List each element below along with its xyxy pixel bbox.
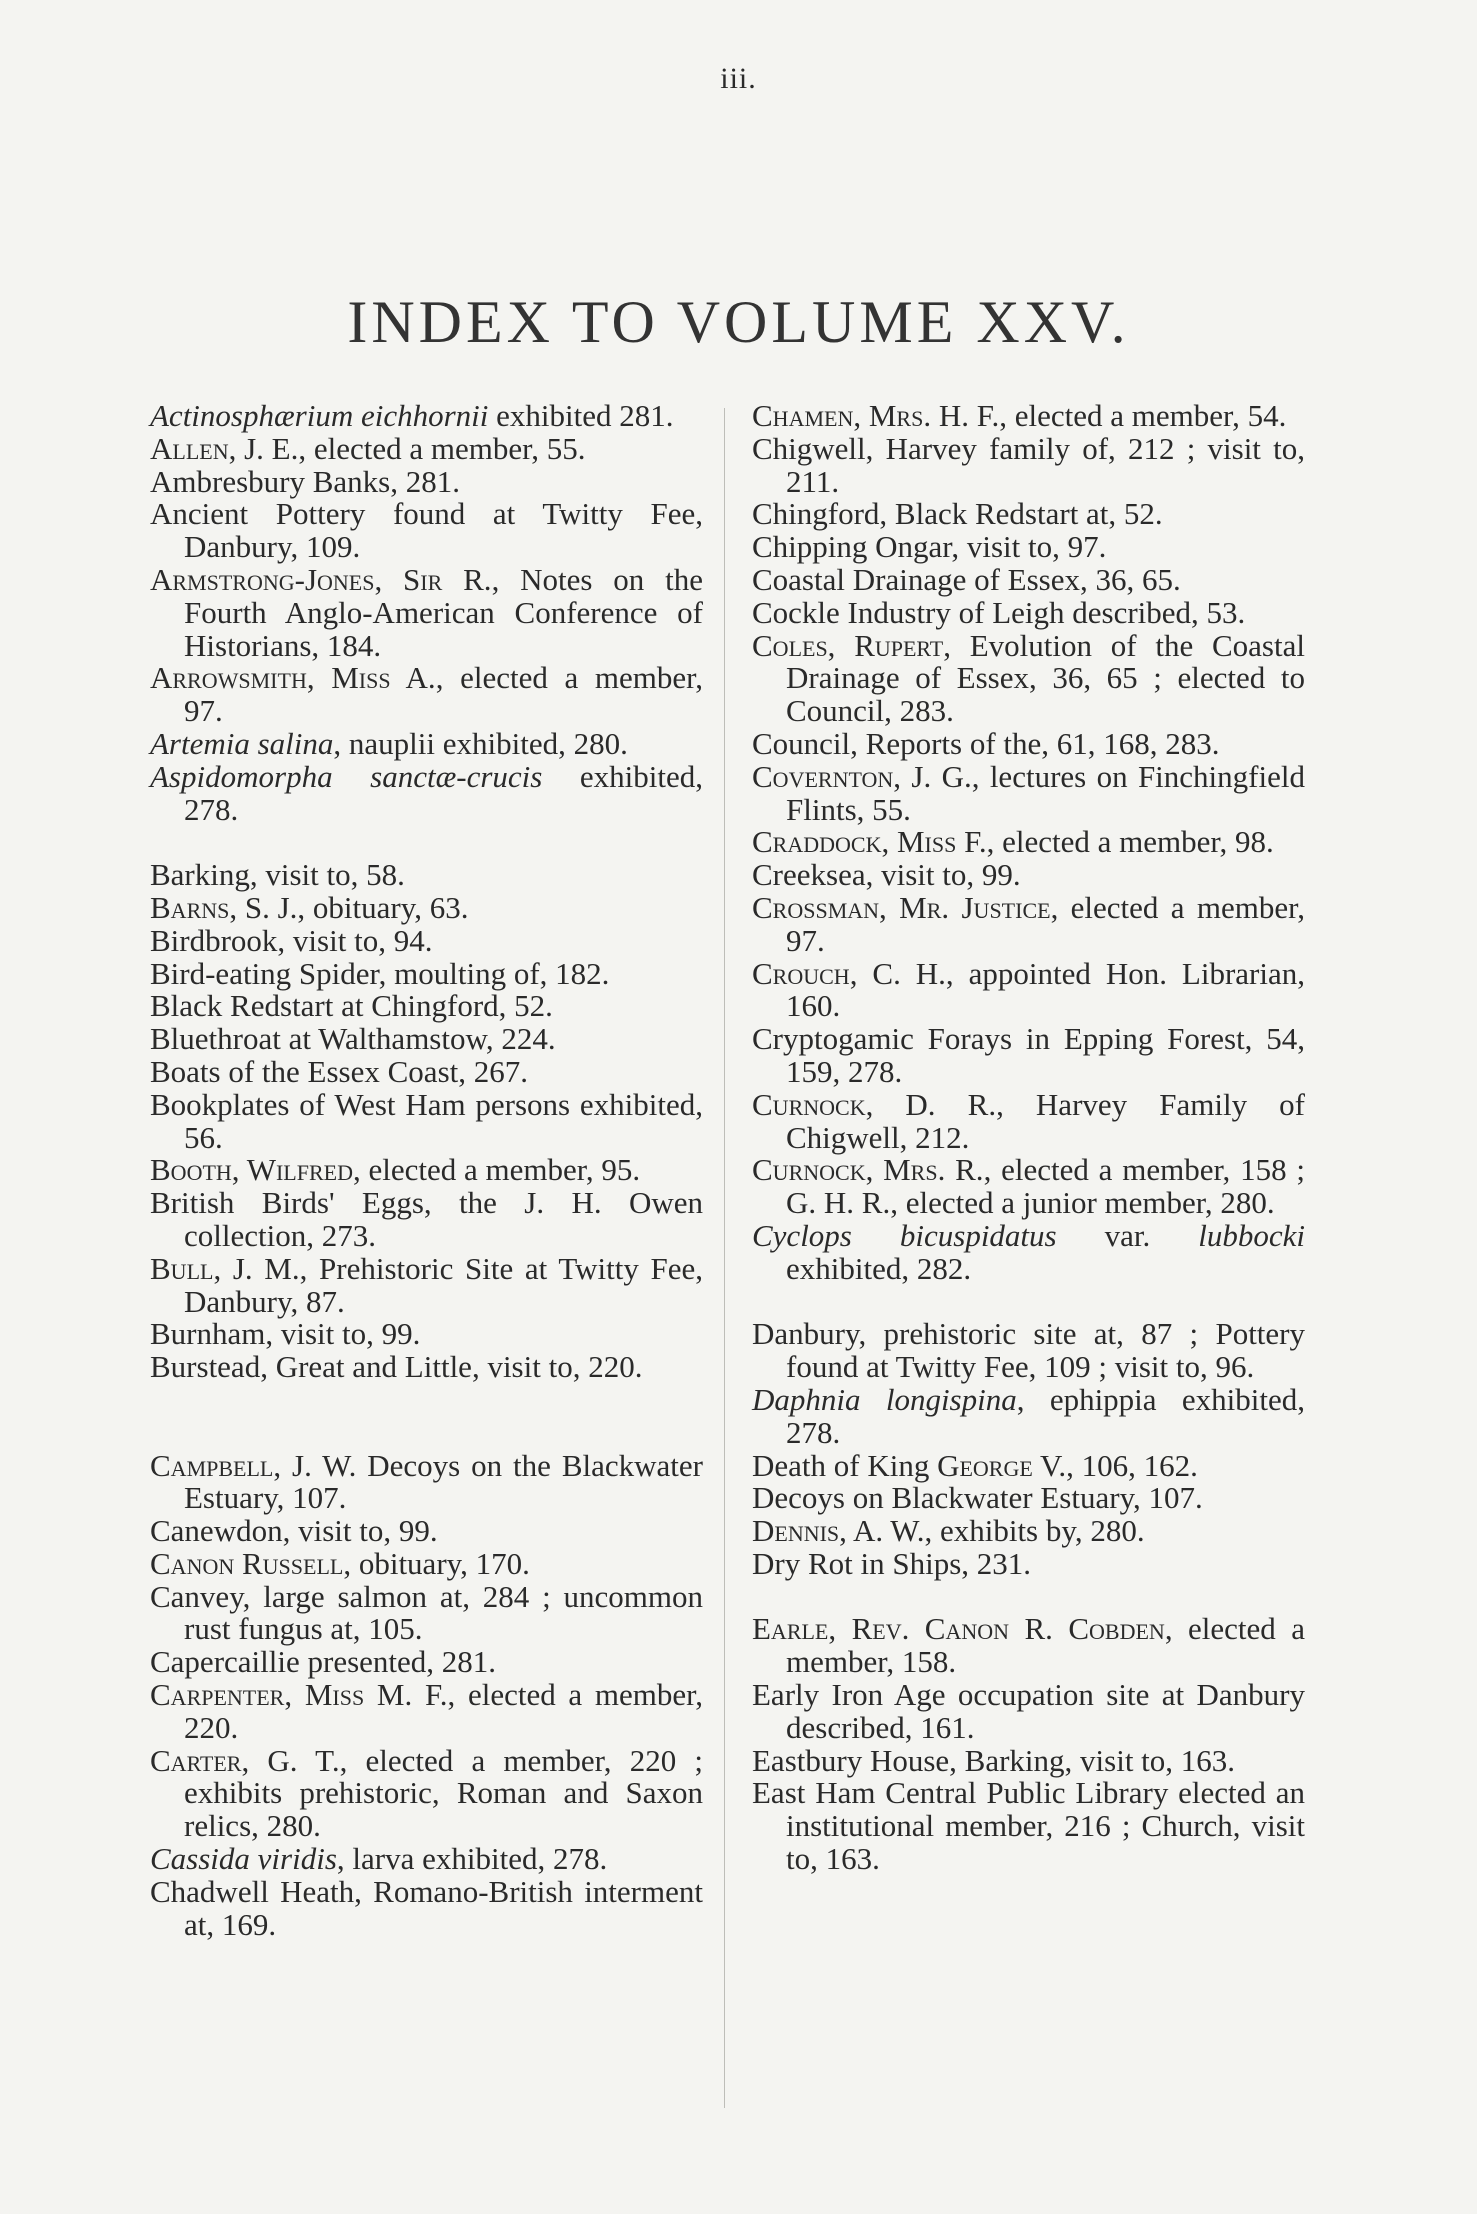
entry-name: Craddock, Miss F. xyxy=(752,824,987,860)
entry-text: Council, Reports of the, 61, 168, 283. xyxy=(752,725,1220,761)
entry-name: Canon Russell xyxy=(150,1545,344,1581)
entry-name: Earle, Rev. Canon R. Cobden xyxy=(752,1611,1165,1647)
entry-name: Carter, G. T. xyxy=(150,1742,340,1778)
index-entry xyxy=(150,889,703,925)
index-entry xyxy=(150,955,703,991)
entry-species: Daphnia longispina xyxy=(752,1381,1017,1417)
index-entry xyxy=(752,531,1305,564)
index-entry xyxy=(150,463,703,499)
entry-text: exhibited, 278. xyxy=(184,758,703,827)
entry-text: Black Redstart at Chingford, 52. xyxy=(150,988,553,1024)
index-entry xyxy=(752,1482,1305,1515)
entry-text: , obituary, 170. xyxy=(343,1545,530,1581)
entry-text: Eastbury House, Barking, visit to, 163. xyxy=(752,1742,1236,1778)
entry-name: Crouch, C. H. xyxy=(752,955,946,991)
entry-text: Birdbrook, visit to, 94. xyxy=(150,922,433,958)
index-entry xyxy=(150,758,703,827)
entry-name: Barns, S. J. xyxy=(150,889,298,925)
entry-text: , obituary, 63. xyxy=(297,889,469,925)
entry-text: Danbury, prehistoric site at, 87 ; Pottery found at Twitty Fee, 109 ; visit to, 96. xyxy=(752,1316,1305,1385)
entry-text: Cryptogamic Forays in Epping Forest, 54, 159, 278. xyxy=(752,1021,1305,1089)
entry-text: Canewdon, visit to, 99. xyxy=(150,1513,438,1549)
index-entry xyxy=(752,725,1305,761)
index-entry xyxy=(150,1086,703,1155)
entry-species: Actinosphærium eichhornii xyxy=(150,398,489,433)
index-column-right xyxy=(752,400,1305,1876)
entry-name: Carpenter, Miss M. F. xyxy=(150,1677,448,1713)
entry-text: Chipping Ongar, visit to, 97. xyxy=(752,529,1107,565)
index-entry xyxy=(150,922,703,958)
entry-species: Cyclops bicuspidatus xyxy=(752,1217,1057,1253)
entry-text: , elected a member, 158 ; G. H. R., elected a junior member, 280. xyxy=(786,1152,1305,1221)
index-entry xyxy=(150,430,703,466)
index-entry xyxy=(150,1873,703,1942)
index-entry xyxy=(752,758,1305,827)
index-entry xyxy=(752,1777,1305,1875)
index-entry xyxy=(150,1154,703,1187)
index-entry xyxy=(752,430,1305,499)
index-entry xyxy=(752,1154,1305,1220)
index-entry xyxy=(752,826,1305,859)
entry-text: exhibited, 282. xyxy=(786,1250,972,1286)
entry-text: Death of King xyxy=(752,1447,938,1483)
entry-text: , elected a member, 55. xyxy=(298,430,586,466)
index-entry xyxy=(752,561,1305,597)
entry-text: , elected a member, 97. xyxy=(786,889,1305,958)
entry-text: , elected a member, 98. xyxy=(986,824,1274,860)
entry-name: Dennis, A. W. xyxy=(752,1513,925,1549)
index-entry xyxy=(150,1023,703,1056)
entry-name: Covernton, J. G. xyxy=(752,758,972,794)
entry-text: , Evolution of the Coastal Drainage of Essex, 36, 65 ; elected to Council, 283. xyxy=(786,627,1305,729)
entry-text: Chingford, Black Redstart at, 52. xyxy=(752,496,1163,532)
index-entry xyxy=(150,990,703,1023)
index-entry xyxy=(752,1613,1305,1679)
index-entry xyxy=(150,1318,703,1351)
index-entry xyxy=(752,400,1305,433)
entry-text: , nauplii exhibited, 280. xyxy=(333,725,628,761)
entry-text: Barking, visit to, 58. xyxy=(150,857,405,893)
entry-species: lubbocki xyxy=(1198,1217,1305,1253)
index-entry xyxy=(150,561,704,663)
entry-text: , elected a member, 220 ; exhibits prehistoric, Roman and Saxon relics, 280. xyxy=(184,1742,703,1844)
entry-name: Crossman, Mr. Justice xyxy=(752,889,1051,925)
section-gap xyxy=(150,1384,703,1450)
index-entry xyxy=(150,725,703,761)
index-entry xyxy=(752,1318,1305,1384)
entry-name: Booth, Wilfred xyxy=(150,1152,353,1188)
entry-name: Bull, J. M. xyxy=(150,1250,300,1286)
entry-text: Dry Rot in Ships, 231. xyxy=(752,1545,1032,1581)
entry-name: Allen, J. E. xyxy=(150,430,299,466)
section-gap xyxy=(752,1581,1305,1614)
entry-text: , elected a member, 220. xyxy=(184,1677,703,1745)
index-column-left xyxy=(150,400,703,1941)
entry-text: Creeksea, visit to, 99. xyxy=(752,857,1021,893)
entry-name: Campbell, J. W. xyxy=(150,1447,357,1483)
page-title: INDEX TO VOLUME XXV. xyxy=(347,289,1130,355)
entry-text: exhibited 281. xyxy=(488,398,674,433)
entry-text: East Ham Central Public Library elected an institutional member, 216 ; Church, visit to, 163. xyxy=(752,1775,1305,1877)
index-entry xyxy=(752,1545,1305,1581)
entry-text: , Notes on the Fourth Anglo-American Conference of Historians, 184. xyxy=(184,561,704,663)
index-entry xyxy=(150,859,703,892)
index-entry xyxy=(752,859,1305,892)
entry-species: Cassida viridis xyxy=(150,1841,337,1877)
section-gap xyxy=(752,1286,1305,1319)
index-entry xyxy=(150,1515,703,1548)
index-entry xyxy=(752,1023,1305,1089)
entry-name: Armstrong-Jones, Sir R. xyxy=(150,561,492,597)
index-entry xyxy=(752,627,1305,729)
entry-text: Boats of the Essex Coast, 267. xyxy=(150,1053,528,1089)
index-entry xyxy=(150,1545,703,1581)
index-entry xyxy=(150,1646,703,1679)
entry-text: Canvey, large salmon at, 284 ; uncommon rust fungus at, 105. xyxy=(150,1578,703,1647)
entry-text: , 106, 162. xyxy=(1066,1447,1198,1483)
entry-text: , Harvey Family of Chigwell, 212. xyxy=(786,1086,1305,1155)
index-entry xyxy=(150,1447,703,1516)
entry-text: Decoys on Blackwater Estuary, 107. xyxy=(752,1480,1203,1516)
entry-text: British Birds' Eggs, the J. H. Owen collection, 273. xyxy=(150,1185,703,1253)
index-entry xyxy=(150,1742,703,1844)
entry-text: Early Iron Age occupation site at Danbury described, 161. xyxy=(752,1677,1305,1745)
index-entry xyxy=(150,1250,703,1319)
entry-text: Ancient Pottery found at Twitty Fee, Danbury, 109. xyxy=(150,496,703,565)
entry-text: Burstead, Great and Little, visit to, 220. xyxy=(150,1349,643,1385)
entry-text: , lectures on Finchingfield Flints, 55. xyxy=(786,758,1305,827)
index-entry xyxy=(150,1053,703,1089)
entry-species: Artemia salina xyxy=(150,725,334,761)
entry-text: , elected a member, 158. xyxy=(786,1611,1305,1680)
page-number: iii. xyxy=(720,62,757,95)
index-entry xyxy=(150,498,703,564)
entry-text: , elected a member, 97. xyxy=(184,660,703,729)
entry-text: , exhibits by, 280. xyxy=(924,1513,1145,1549)
entry-species: Aspidomorpha sanctæ-crucis xyxy=(150,758,543,794)
section-gap xyxy=(150,826,703,859)
index-entry xyxy=(150,1679,703,1745)
index-entry xyxy=(150,400,703,433)
index-entry xyxy=(752,1515,1305,1548)
index-entry xyxy=(150,662,703,728)
entry-name: Curnock, D. R. xyxy=(752,1086,997,1122)
index-entry xyxy=(752,498,1305,531)
entry-text: Cockle Industry of Leigh described, 53. xyxy=(752,594,1246,630)
entry-name: Curnock, Mrs. R. xyxy=(752,1152,984,1188)
entry-text: , appointed Hon. Librarian, 160. xyxy=(786,955,1305,1024)
column-divider xyxy=(724,408,725,2108)
index-entry xyxy=(752,1679,1305,1745)
entry-text: , elected a member, 95. xyxy=(352,1152,641,1188)
entry-text: , larva exhibited, 278. xyxy=(336,1841,608,1877)
index-entry xyxy=(150,1351,703,1384)
index-entry xyxy=(150,1578,703,1647)
entry-text: Decoys on the Blackwater Estuary, 107. xyxy=(184,1447,703,1516)
entry-text: Burnham, visit to, 99. xyxy=(150,1316,421,1352)
entry-name: George V. xyxy=(937,1447,1067,1483)
index-entry xyxy=(752,1447,1305,1483)
index-entry xyxy=(752,1742,1305,1778)
entry-text: , elected a member, 54. xyxy=(999,398,1287,433)
index-entry xyxy=(752,1381,1305,1450)
index-entry xyxy=(150,1187,703,1253)
entry-text: Coastal Drainage of Essex, 36, 65. xyxy=(752,561,1181,597)
index-entry xyxy=(752,594,1305,630)
index-entry xyxy=(752,1086,1305,1155)
index-entry xyxy=(752,889,1305,958)
entry-text: var. xyxy=(1056,1217,1199,1253)
entry-name: Chamen, Mrs. H. F. xyxy=(752,398,1000,433)
entry-text: Chigwell, Harvey family of, 212 ; visit to, 211. xyxy=(752,430,1305,499)
entry-text: Bird-eating Spider, moulting of, 182. xyxy=(150,955,610,991)
entry-text: Capercaillie presented, 281. xyxy=(150,1644,497,1680)
index-entry xyxy=(150,1843,703,1876)
entry-text: Chadwell Heath, Romano-British interment at, 169. xyxy=(150,1873,703,1942)
entry-text: , Prehistoric Site at Twitty Fee, Danbury, 87. xyxy=(184,1250,703,1319)
entry-text: Bluethroat at Walthamstow, 224. xyxy=(150,1021,556,1057)
entry-text: , ephippia exhibited, 278. xyxy=(786,1381,1305,1450)
entry-text: Bookplates of West Ham persons exhibited, 56. xyxy=(150,1086,703,1155)
entry-name: Arrowsmith, Miss A. xyxy=(150,660,436,696)
entry-name: Coles, Rupert xyxy=(752,627,944,663)
entry-text: Ambresbury Banks, 281. xyxy=(150,463,460,499)
index-entry xyxy=(752,1217,1305,1286)
index-entry xyxy=(752,955,1305,1024)
